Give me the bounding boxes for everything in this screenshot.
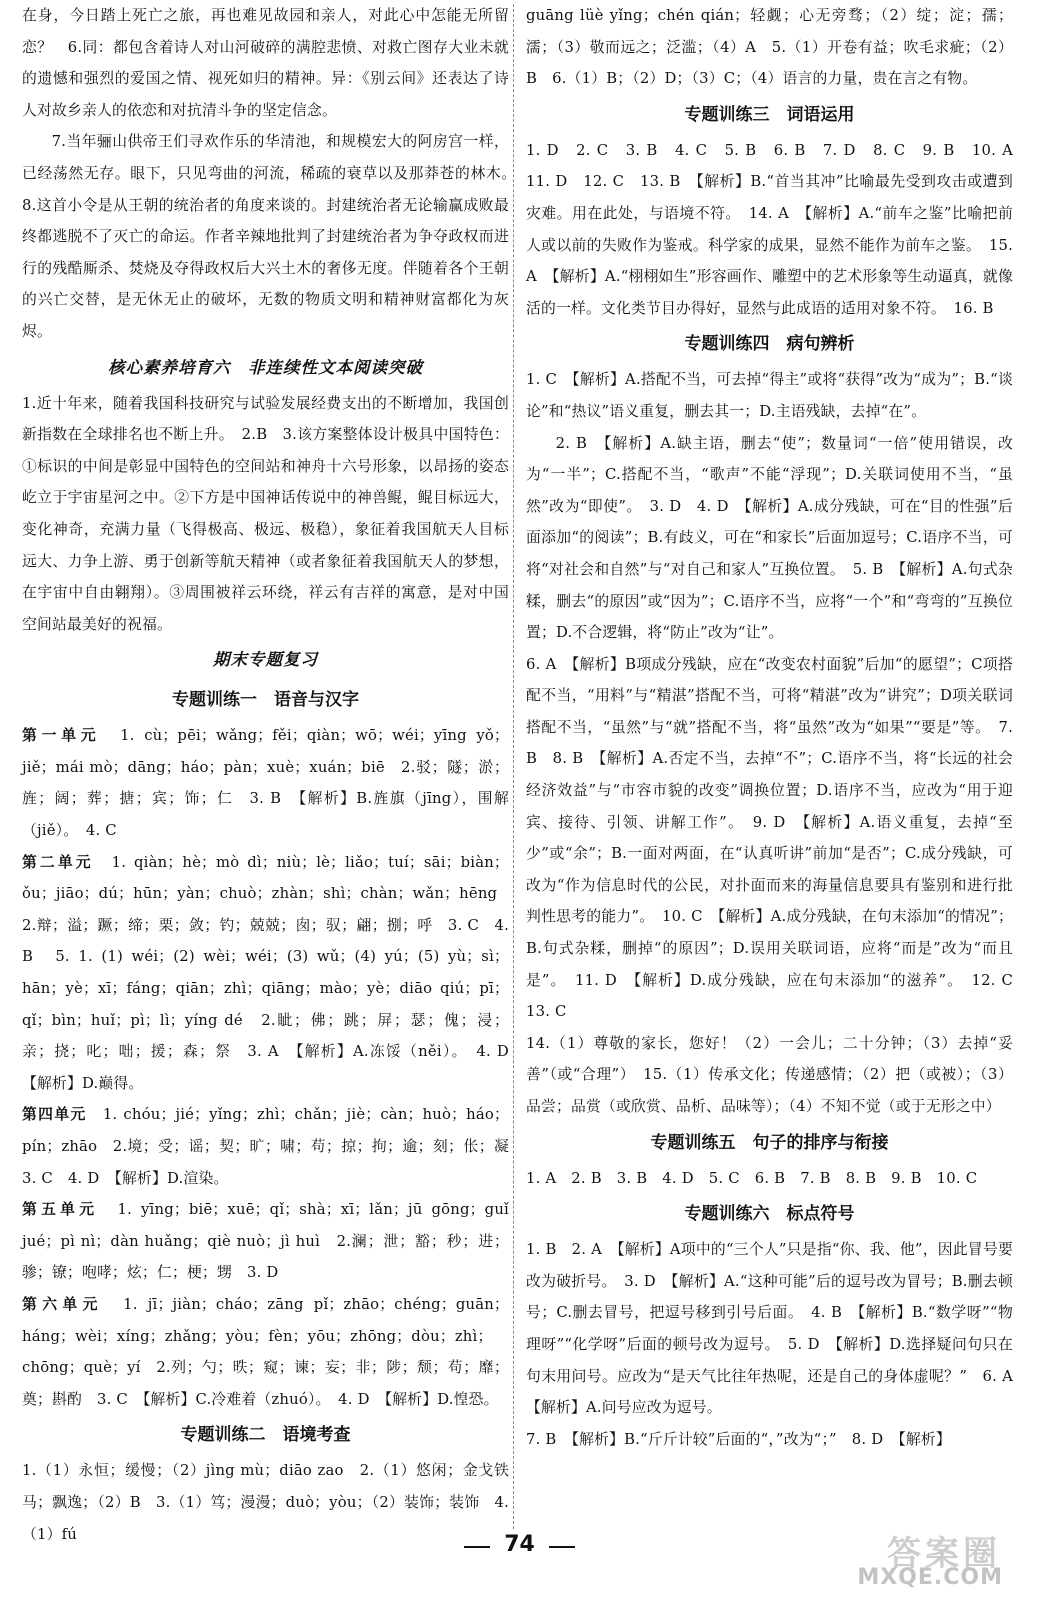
- topic-heading: 专题训练三 词语运用: [684, 104, 855, 125]
- paragraph: 1. B 2. A 【解析】A项中的“三个人”只是指“你、我、他”，因此冒号要改为破折号。 3. D 【解析】A.“这种可能”后的逗号改为冒号；B.删去顿号；C.删去冒号，把逗号移到引号后面。 4. B 【解析】B.“数学呀”“物理呀”“化学呀”后面的顿号改为逗号。 5. D 【解析】D.选择疑问句只在句末用问号。应改为“是天气比往年热呢，还是自己的身体虚呢？” 6. A 【解析】A.问号应改为逗号。: [526, 1241, 1028, 1417]
- unit-label: 第五单元: [22, 1201, 99, 1219]
- unit-paragraph: [22, 1099, 524, 1194]
- footer-dash: [549, 1546, 575, 1548]
- unit-text: 1. cù；pēi；wǎng；fěi；qiàn；wō；wéi；yīng yǒ；jiě；mái mò；dāng；háo；pàn；xuè；xuán；biē 2.驳；隧；淤；旌；阔；葬；搪；宾；饰；仁 3. B 【解析】B.旌旗（jīng），围解（jiě）。 4. C: [22, 727, 509, 840]
- paragraph: 2. B 【解析】A.缺主语，删去“使”；数量词“一倍”使用错误，改为“一半”；C.搭配不当，“歌声”不能“浮现”；D.关联词使用不当，“虽然”改为“即使”。 3. D 4. D 【解析】A.成分残缺，可在“目的性强”后面添加“的阅读”；B.有歧义，可在“和家长”后面加逗号；C.语序不当，可将“对社会和自然”与“对自己和家人”互换位置。 5. B 【解析】A.句式杂糅，删去“的原因”或“因为”；C.语序不当，应将“一个”和“弯弯的”互换位置；D.不合逻辑，将“防止”改为“让”。: [526, 434, 1013, 642]
- unit-label: 第一单元: [22, 727, 101, 745]
- unit-label: 第六单元: [22, 1295, 103, 1313]
- unit-text: 1. yīng；biē；xuē；qǐ；shà；xī；lǎn；jū gōng；guǐ jué；pì nì；dàn huǎng；qiè nuò；jì huì 2.澜；泄；豁；秒；进；骖；镣；咆哮；炫；仁；梗；甥 3. D: [22, 1201, 509, 1282]
- page-number: 74: [504, 1532, 535, 1557]
- unit-paragraph: [22, 720, 509, 846]
- left-column: [22, 0, 524, 1550]
- topic-heading: 专题训练五 句子的排序与衔接: [650, 1132, 889, 1153]
- right-column: [526, 0, 1028, 1455]
- paragraph: 1.（1）永恒；缓慢；（2）jìng mù；diāo zao 2.（1）悠闲；金戈铁马；飘逸；（2）B 3.（1）笃；漫漫；duò；yòu；（2）装饰；装饰 4.（1）fú: [22, 1462, 509, 1543]
- column-divider: [513, 4, 514, 1529]
- section-heading: 核心素养培育六 非连续性文本阅读突破: [108, 357, 423, 377]
- unit-text: 1. jī；jiàn；cháo；zāng pǐ；zhāo；chéng；guān；háng；wèi；xíng；zhǎng；yòu；fèn；yōu；zhōng；dòu；zhì；chōng；què；yí 2.列；勺；昳；窥；谏；妄；非；陟；颓；苟；靡；奠；斟酌 3. C 【解析】C.冷难着（zhuó）。 4. D 【解析】D.惶恐。: [22, 1295, 509, 1408]
- unit-paragraph: [22, 1194, 509, 1289]
- watermark-url: MXQE.COM: [857, 1565, 1003, 1590]
- watermark-logo: [831, 1526, 1011, 1590]
- paragraph: 7.当年骊山供帝王们寻欢作乐的华清池，和规模宏大的阿房宫一样，已经荡然无存。眼下，只见弯曲的河流，稀疏的衰草以及那莽苍的林木。 8.这首小令是从王朝的统治者的角度来谈的。封建统治者无论输赢成败最终都逃脱不了灭亡的命运。作者辛辣地批判了封建统治者为争夺政权而进行的残酷厮杀、焚烧及夺得政权后大兴土木的奢侈无度。伴随着各个王朝的兴亡交替，是无休无止的破坏，无数的物质文明和精神财富都化为灰烬。: [22, 133, 524, 340]
- section-heading: 期末专题复习: [213, 650, 318, 670]
- unit-paragraph: [22, 847, 524, 1100]
- topic-heading: 专题训练四 病句辨析: [684, 334, 855, 355]
- topic-heading: 专题训练二 语境考查: [180, 1425, 351, 1446]
- paragraph: 在身，今日踏上死亡之旅，再也难见故园和亲人，对此心中怎能无所留恋？ 6.同：都包含着诗人对山河破碎的满腔悲愤、对救亡图存大业未就的遗憾和强烈的爱国之情、视死如归的精神。异：《别云间》还表达了诗人对故乡亲人的依恋和对抗清斗争的坚定信念。: [22, 7, 509, 119]
- watermark-text: 答案圈: [887, 1534, 1001, 1574]
- paragraph: 14.（1）尊敬的家长，您好！（2）一会儿；二十分钟；（3）去掉“妥善”（或“合理”） 15.（1）传承文化；传递感情；（2）把（或被）；（3）品尝；品赏（或欣赏、品析、品味等）；（4）不知不觉（或于无形之中）: [526, 1034, 1013, 1115]
- topic-heading: 专题训练六 标点符号: [684, 1204, 855, 1225]
- footer-dash: [464, 1546, 490, 1548]
- paragraph: 1.近十年来，随着我国科技研究与试验发展经费支出的不断增加，我国创新指数在全球排名也不断上升。 2.B 3.该方案整体设计极具中国特色：①标识的中间是彰显中国特色的空间站和神舟十六号形象，以昂扬的姿态屹立于宇宙星河之中。②下方是中国神话传说中的神兽鲲，鲲目标远大，变化神奇，充满力量（飞得极高、极远、极稳），象征着我国航天人目标远大、力争上游、勇于创新等航天精神（或者象征着我国航天人的梦想，在宇宙中自由翱翔）。③周围被祥云环绕，祥云有吉祥的寓意，是对中国空间站最美好的祝福。: [22, 394, 509, 633]
- paragraph: 6. A 【解析】B项成分残缺，应在“改变农村面貌”后加“的愿望”；C项搭配不当，“用料”与“精湛”搭配不当，可将“精湛”改为“讲究”；D项关联词搭配不当，“虽然”与“就”搭配不当，将“虽然”改为“如果”“要是”等。 7. B 8. B 【解析】A.否定不当，去掉“不”；C.语序不当，将“长远的社会经济效益”与“市容市貌的改变”调换位置；D.语序不当，应改为“用于迎宾、接待、引领、讲解工作”。 9. D 【解析】A.语义重复，去掉“至少”或“余”；B.一面对两面，在“认真听讲”前加“是否”；C.成分残缺，可改为“作为信息时代的公民，对扑面而来的海量信息要具有鉴别和进行批判性思考的能力”。 10. C 【解析】A.成分残缺，在句末添加“的情况”；B.句式杂糅，删掉“的原因”；D.误用关联词语，应将“而是”改为“而且是”。 11. D 【解析】D.成分残缺，应在句末添加“的滋养”。 12. C 13. C: [526, 655, 1028, 1021]
- unit-text: 1. qiàn；hè；mò dì；niù；lè；liǎo；tuí；sāi；biàn；ǒu；jiāo；dú；hūn；yàn；chuò；zhàn；shì；chàn；wǎn；hēng 2.辩；溢；蹶；缔；栗；敛；钓；兢兢；囱；驭；翩；捌；呼 3. C 4. B 5. 1. (1) wéi；(2) wèi；wéi；(3) wǔ；(4) yú；(5) yù；sì；hān；yè；xī；fáng；qiān；zhì；qiāng；mào；yè；diāo qiú；pī；qǐ；bìn；huǐ；pì；lì；yíng dé 2.眦；佛；跳；屏；瑟；傀；浸；亲；挠；叱；咄；援；森；祭 3. A 【解析】A.冻馁（něi）。 4. D 【解析】D.巅得。: [22, 853, 524, 1092]
- topic-heading: 专题训练一 语音与汉字: [172, 690, 359, 711]
- unit-text: 1. chóu；jié；yǐng；zhì；chǎn；jiè；càn；huò；háo；pín；zhāo 2.境；受；谣；契；旷；啸；苟；掠；拘；逾；刻；伥；凝 3. C 4. D 【解析】D.渲染。: [22, 1106, 524, 1187]
- paragraph: 7. B 【解析】B.“斤斤计较”后面的“，”改为“；” 8. D 【解析】: [526, 1430, 951, 1448]
- paragraph: 1. D 2. C 3. B 4. C 5. B 6. B 7. D 8. C 9. B 10. A 11. D 12. C 13. B 【解析】B.“首当其冲”比喻最先受到攻击或遭到灾难。用在此处，与语境不符。 14. A 【解析】A.“前车之鉴”比喻把前人或以前的失败作为鉴戒。科学家的成果，显然不能作为前车之鉴。 15. A 【解析】A.“栩栩如生”形容画作、雕塑中的艺术形象等生动逼真，就像活的一样。文化类节目办得好，显然与此成语的适用对象不符。 16. B: [526, 141, 1028, 317]
- paragraph: guāng lüè yǐng；chén qián；轻觑；心无旁骛；（2）绽；淀；孺；濡；（3）敬而远之；泛滥；（4）A 5.（1）开卷有益；吹毛求疵；（2）B 6.（1）B；（2）D；（3）C；（4）语言的力量，贵在言之有物。: [526, 7, 1013, 88]
- unit-label: 第四单元: [22, 1106, 87, 1124]
- unit-paragraph: [22, 1289, 509, 1415]
- paragraph: 1. A 2. B 3. B 4. D 5. C 6. B 7. B 8. B 9. B 10. C: [526, 1169, 978, 1187]
- paragraph: 1. C 【解析】A.搭配不当，可去掉“得主”或将“获得”改为“成为”；B.“谈论”和“热议”语义重复，删去其一；D.主语残缺，去掉“在”。: [526, 371, 1013, 420]
- unit-label: 第二单元: [22, 853, 94, 871]
